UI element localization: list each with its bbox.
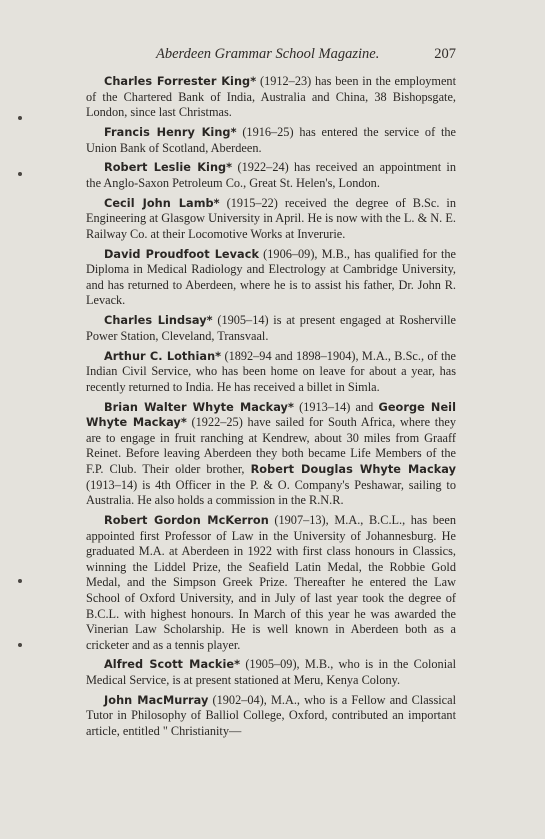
entry-text: (1922–24) has received an appointment in the Anglo-Saxon Petroleum Co., Great St. Helen's, London. xyxy=(86,160,456,190)
entry-text: (1902–04), M.A., who is a Fellow and Classical Tutor in Philosophy of Balliol College, Oxford, contributed an important article, entitled " Christianity— xyxy=(86,692,456,739)
entry-text: (1907–13), M.A., B.C.L., has been appointed first Professor of Law in the University of Johannesburg. He graduated M.A. at Aberdeen in 1922 with first class honours in Classics, winning the Liddel Prize, the Seafield Latin Medal, the Robbie Gold Medal, and the Simpson Greek Prize. Thereafter he entered the Law School of Oxford University, and in July of last year took the degree of B.C.L. with highest honours. In March of this year he was awarded the Vinerian Law Scholarship. He is well known in Aberdeen both as a cricketer and as a tennis player. xyxy=(86,512,456,652)
entry-paragraph xyxy=(86,125,456,156)
entry-text: (1905–14) is at present engaged at Rosherville Power Station, Cleveland, Transvaal. xyxy=(86,313,456,343)
margin-mark xyxy=(18,172,22,176)
person-name: Cecil John Lamb* xyxy=(104,196,220,210)
margin-mark xyxy=(18,643,22,647)
entry-paragraph xyxy=(86,657,456,688)
person-name: Charles Forrester King* xyxy=(104,75,257,88)
person-name: Robert Douglas Whyte Mackay xyxy=(250,462,456,476)
entry-paragraph xyxy=(86,313,456,344)
entry-paragraph xyxy=(86,349,456,396)
margin-mark xyxy=(18,579,22,583)
person-name: Robert Leslie King* xyxy=(104,161,233,175)
entry-paragraph xyxy=(86,693,456,740)
article-body xyxy=(86,74,456,744)
entry-paragraph xyxy=(86,160,456,191)
entry-text: (1916–25) has entered the service of the Union Bank of Scotland, Aberdeen. xyxy=(86,124,456,155)
page-number: 207 xyxy=(434,46,456,62)
person-name: George Neil Whyte Mackay* xyxy=(86,400,456,430)
entry-text: (1892–94 and 1898–1904), M.A., B.Sc., of the Indian Civil Service, who has been home on leave for about a year, has recently returned to India. He has received a billet in Simla. xyxy=(86,348,456,394)
person-name: Robert Gordon McKerron xyxy=(104,513,269,527)
person-name: Arthur C. Lothian* xyxy=(104,349,222,363)
entry-paragraph xyxy=(86,196,456,243)
entry-text: (1906–09), M.B., has qualified for the Diploma in Medical Radiology and Electrology at Cambridge University, and has returned to Aberdeen, where he is to assist his father, Dr. John R. Levack. xyxy=(86,246,456,308)
magazine-title: Aberdeen Grammar School Magazine. xyxy=(156,46,380,62)
entry-text: (1912–23) has been in the employment of the Chartered Bank of India, Australia and China, 38 Bishopsgate, London, since last Christmas. xyxy=(86,74,456,120)
entry-text: (1915–22) received the degree of B.Sc. in Engineering at Glasgow University in April. He is now with the L. & N. E. Railway Co. at their Locomotive Works at Inverurie. xyxy=(86,195,456,241)
margin-mark xyxy=(18,116,22,120)
entry-text: (1913–14) and xyxy=(293,399,379,414)
person-name: John MacMurray xyxy=(104,693,209,707)
person-name: Brian Walter Whyte Mackay* xyxy=(104,400,294,414)
entry-paragraph xyxy=(86,400,456,509)
person-name: Charles Lindsay* xyxy=(104,314,213,328)
person-name: David Proudfoot Levack xyxy=(104,247,260,261)
entry-paragraph xyxy=(86,513,456,653)
person-name: Alfred Scott Mackie* xyxy=(104,658,241,672)
entry-text: (1922–25) have sailed for South Africa, where they are to engage in fruit ranching at Kendrew, about 30 miles from Graaff Reinet. Before leaving Aberdeen they both became Life Members of the F.P. Club. Their older brother, xyxy=(86,415,456,476)
person-name: Francis Henry King* xyxy=(104,125,237,139)
entry-text: (1905–09), M.B., who is in the Colonial Medical Service, is at present stationed at Meru, Kenya Colony. xyxy=(86,657,456,688)
entry-paragraph xyxy=(86,74,456,121)
entry-text: (1913–14) is 4th Officer in the P. & O. Company's Peshawar, sailing to Australia. He also holds a commission in the R.N.R. xyxy=(86,477,456,508)
entry-paragraph xyxy=(86,247,456,309)
